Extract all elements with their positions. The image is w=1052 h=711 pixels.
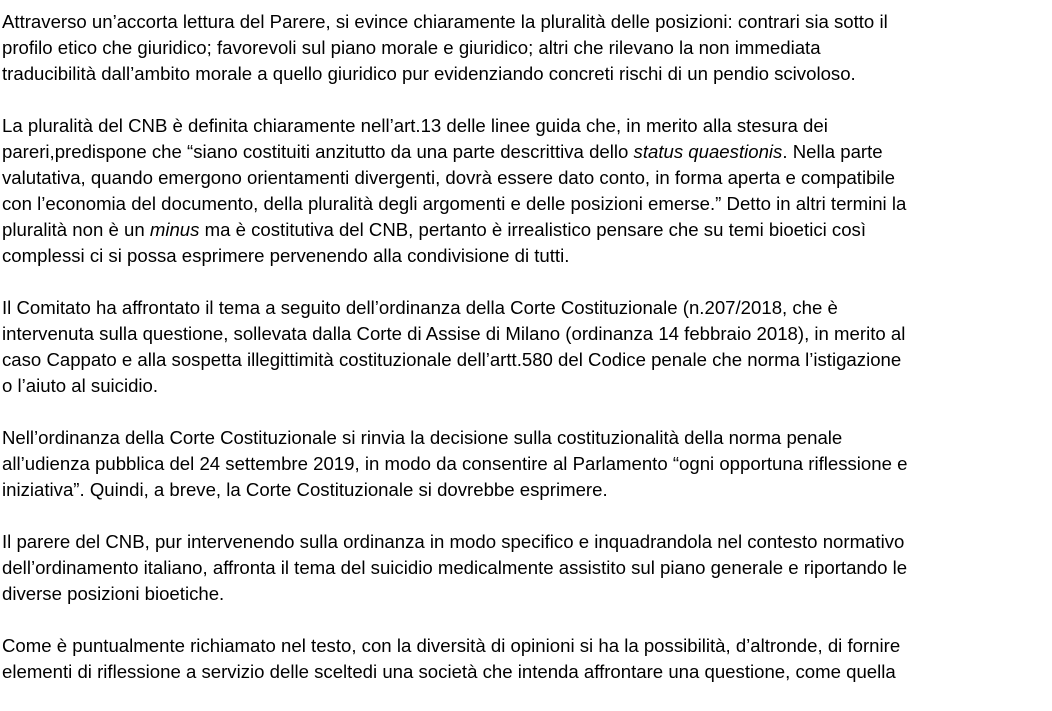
text-run: Attraverso un’accorta lettura del Parere, si evince chiaramente la pluralità delle posizioni: contrari sia sotto il [2,11,888,32]
text-run: La pluralità del CNB è definita chiaramente nell’art.13 delle linee guida che, in merito alla stesura dei [2,115,828,136]
paragraph [2,425,1050,503]
text-run: elementi di riflessione a servizio delle sceltedi una società che intenda affrontare una questione, come quella [2,661,896,682]
text-run: all’udienza pubblica del 24 settembre 2019, in modo da consentire al Parlamento “ogni opportuna riflessione e [2,453,908,474]
text-line [2,217,1050,243]
text-run: complessi ci si possa esprimere pervenendo alla condivisione di tutti. [2,245,570,266]
paragraph [2,295,1050,399]
text-run: ma è costitutiva del CNB, pertanto è irrealistico pensare che su temi bioetici così [199,219,867,240]
text-run: pluralità non è un [2,219,150,240]
text-run: Nell’ordinanza della Corte Costituzionale si rinvia la decisione sulla costituzionalità della norma penale [2,427,843,448]
text-run: dell’ordinamento italiano, affronta il tema del suicidio medicalmente assistito sul piano generale e riportando le [2,557,908,578]
text-line [2,633,1050,659]
paragraph [2,529,1050,607]
text-line [2,373,1050,399]
text-line [2,581,1050,607]
text-run: valutativa, quando emergono orientamenti divergenti, dovrà essere dato conto, in forma aperta e compatibile [2,167,896,188]
paragraph [2,113,1050,269]
text-line [2,139,1050,165]
text-run: Il parere del CNB, pur intervenendo sulla ordinanza in modo specifico e inquadrandola nel contesto normativo [2,531,905,552]
text-line [2,295,1050,321]
text-run: diverse posizioni bioetiche. [2,583,225,604]
paragraph [2,9,1050,87]
text-run: profilo etico che giuridico; favorevoli sul piano morale e giuridico; altri che rilevano la non immediata [2,37,821,58]
text-run: traducibilità dall’ambito morale a quello giuridico pur evidenziando concreti rischi di un pendio scivoloso. [2,63,856,84]
text-run: con l’economia del documento, della pluralità degli argomenti e delle posizioni emerse.” Detto in altri termini la [2,193,907,214]
text-line [2,35,1050,61]
text-line [2,113,1050,139]
text-line [2,659,1050,685]
text-line [2,191,1050,217]
document-body [2,9,1050,711]
text-run: Come è puntualmente richiamato nel testo, con la diversità di opinioni si ha la possibilità, d’altronde, di fornire [2,635,901,656]
text-line [2,61,1050,87]
italic-text: status quaestionis [633,141,783,162]
text-line [2,529,1050,555]
text-line [2,451,1050,477]
text-run: intervenuta sulla questione, sollevata dalla Corte di Assise di Milano (ordinanza 14 febbraio 2018), in merito al [2,323,906,344]
italic-text: minus [149,219,200,240]
text-line [2,477,1050,503]
paragraph [2,633,1050,685]
text-line [2,425,1050,451]
text-run: iniziativa”. Quindi, a breve, la Corte Costituzionale si dovrebbe esprimere. [2,479,608,500]
text-run: caso Cappato e alla sospetta illegittimità costituzionale dell’artt.580 del Codice penale che norma l’istigazione [2,349,902,370]
text-line [2,321,1050,347]
text-line [2,165,1050,191]
text-line [2,243,1050,269]
text-line [2,347,1050,373]
text-line [2,555,1050,581]
text-run: pareri,predispone che “siano costituiti anzitutto da una parte descrittiva dello [2,141,634,162]
text-run: Il Comitato ha affrontato il tema a seguito dell’ordinanza della Corte Costituzionale (n.207/2018, che è [2,297,838,318]
text-line [2,9,1050,35]
text-run: o l’aiuto al suicidio. [2,375,159,396]
text-run: . Nella parte [782,141,883,162]
